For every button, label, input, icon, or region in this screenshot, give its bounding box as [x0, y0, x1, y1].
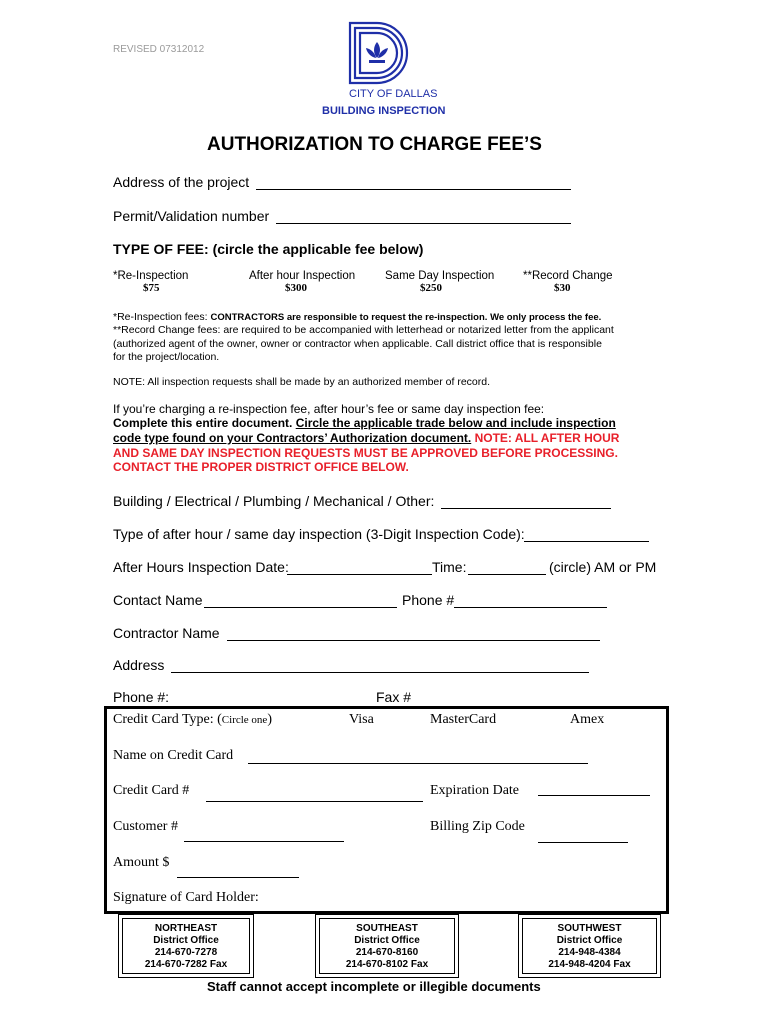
department-name: BUILDING INSPECTION [322, 105, 446, 117]
fee-name: *Re-Inspection [113, 270, 189, 282]
instruction-note-red: NOTE: ALL AFTER HOUR [471, 431, 620, 445]
office-northeast [118, 914, 254, 978]
project-address-row [113, 174, 249, 190]
office-phone: 214-670-7278 [154, 947, 218, 958]
revised-date: REVISED 07312012 [113, 44, 205, 55]
footer-warning: Staff cannot accept incomplete or illegible documents [207, 979, 541, 994]
office-type: District Office [153, 935, 219, 946]
record-change-note-3: for the project/location. [113, 351, 220, 363]
office-fax: 214-670-8102 Fax [345, 959, 429, 970]
office-type: District Office [354, 935, 420, 946]
time-label: Time: [432, 559, 467, 575]
instruction-line-1: If you’re charging a re-inspection fee, after hour’s fee or same day inspection fee: [113, 402, 545, 416]
card-type-label [113, 712, 272, 728]
instruction-line-2 [113, 416, 616, 430]
fee-name: **Record Change [523, 270, 613, 282]
office-southeast [315, 914, 459, 978]
signature-label: Signature of Card Holder: [113, 890, 259, 905]
reinspection-note [113, 311, 601, 323]
card-type-close: ) [267, 712, 272, 727]
office-southwest [518, 914, 661, 978]
billing-zip-label: Billing Zip Code [430, 819, 525, 834]
contact-phone-field[interactable] [454, 607, 607, 608]
member-note: NOTE: All inspection requests shall be made by an authorized member of record. [113, 376, 491, 388]
contractor-name-field[interactable] [227, 640, 600, 641]
office-name: NORTHEAST [154, 923, 218, 934]
fee-amount: $30 [554, 282, 571, 294]
fee-option-after-hour[interactable] [249, 270, 369, 294]
fee-option-reinspection[interactable] [113, 270, 223, 294]
instruction-line-5: CONTACT THE PROPER DISTRICT OFFICE BELOW. [113, 460, 409, 474]
fee-option-record-change[interactable] [523, 270, 623, 294]
card-number-label: Credit Card # [113, 783, 190, 798]
office-phone: 214-948-4384 [558, 947, 621, 958]
expiration-field[interactable] [538, 795, 650, 796]
time-field[interactable] [468, 574, 546, 575]
city-of-dallas-logo [347, 20, 411, 86]
instruction-line-4: AND SAME DAY INSPECTION REQUESTS MUST BE APPROVED BEFORE PROCESSING. [113, 446, 618, 460]
office-name: SOUTHEAST [356, 923, 418, 934]
page-title: AUTHORIZATION TO CHARGE FEE’S [207, 134, 542, 155]
instruction-code-type: code type found on your Contractors’ Authorization document. [113, 431, 472, 445]
card-type-circle-one: Circle one [221, 714, 268, 726]
permit-label: Permit/Validation number [113, 208, 270, 224]
card-option-mastercard[interactable]: MasterCard [430, 712, 497, 727]
instruction-circle-trade: Circle the applicable trade below and include inspection [295, 416, 616, 430]
fax-label: Fax # [376, 689, 412, 705]
permit-field[interactable] [276, 223, 571, 224]
fee-amount: $300 [285, 282, 307, 294]
card-number-field[interactable] [206, 801, 423, 802]
fee-type-heading: TYPE OF FEE: (circle the applicable fee below) [113, 241, 424, 257]
record-change-note-2: (authorized agent of the owner, owner or contractor when applicable. Call district office that is responsible [113, 338, 602, 350]
permit-row [113, 208, 269, 224]
address-label: Address [113, 657, 165, 673]
instruction-line-3 [113, 431, 619, 445]
amount-label: Amount $ [113, 855, 170, 870]
card-option-amex[interactable]: Amex [570, 712, 605, 727]
city-name: CITY OF DALLAS [349, 88, 438, 100]
after-hours-date-label: After Hours Inspection Date: [113, 559, 289, 575]
address-field[interactable] [171, 672, 589, 673]
card-option-visa[interactable]: Visa [349, 712, 374, 727]
customer-number-label: Customer # [113, 819, 178, 834]
contact-name-label: Contact Name [113, 592, 203, 608]
billing-zip-field[interactable] [538, 842, 628, 843]
inspection-code-field[interactable] [524, 541, 649, 542]
office-type: District Office [556, 935, 623, 946]
am-pm-choice[interactable]: (circle) AM or PM [549, 559, 657, 575]
instruction-complete: Complete this entire document. [113, 416, 296, 430]
fee-option-same-day[interactable] [385, 270, 505, 294]
reinspection-note-bold: CONTRACTORS are responsible to request the re-inspection. We only process the fee. [210, 312, 602, 323]
card-type-text: Credit Card Type: ( [113, 712, 222, 727]
trade-label: Building / Electrical / Plumbing / Mechanical / Other: [113, 493, 435, 509]
contractor-name-label: Contractor Name [113, 625, 220, 641]
inspection-code-label: Type of after hour / same day inspection (3-Digit Inspection Code): [113, 526, 525, 542]
contact-phone-label: Phone # [402, 592, 455, 608]
after-hours-date-field[interactable] [287, 574, 432, 575]
reinspection-note-prefix: *Re-Inspection fees: [113, 311, 211, 323]
fee-amount: $250 [420, 282, 442, 294]
card-name-field[interactable] [248, 763, 588, 764]
office-fax: 214-670-7282 Fax [144, 959, 228, 970]
office-fax: 214-948-4204 Fax [548, 959, 631, 970]
project-address-label: Address of the project [113, 174, 250, 190]
fee-name: Same Day Inspection [385, 270, 495, 282]
amount-field[interactable] [177, 877, 299, 878]
fee-name: After hour Inspection [249, 270, 356, 282]
credit-card-box [104, 706, 669, 914]
fee-amount: $75 [143, 282, 160, 294]
trade-field[interactable] [441, 508, 611, 509]
record-change-note-1: **Record Change fees: are required to be accompanied with letterhead or notarized letter from the applicant [113, 324, 614, 336]
office-phone: 214-670-8160 [355, 947, 419, 958]
card-name-label: Name on Credit Card [113, 748, 234, 763]
contact-name-field[interactable] [204, 607, 397, 608]
customer-number-field[interactable] [184, 841, 344, 842]
office-name: SOUTHWEST [557, 923, 622, 934]
project-address-field[interactable] [256, 189, 571, 190]
phone-label: Phone #: [113, 689, 170, 705]
expiration-label: Expiration Date [430, 783, 520, 798]
